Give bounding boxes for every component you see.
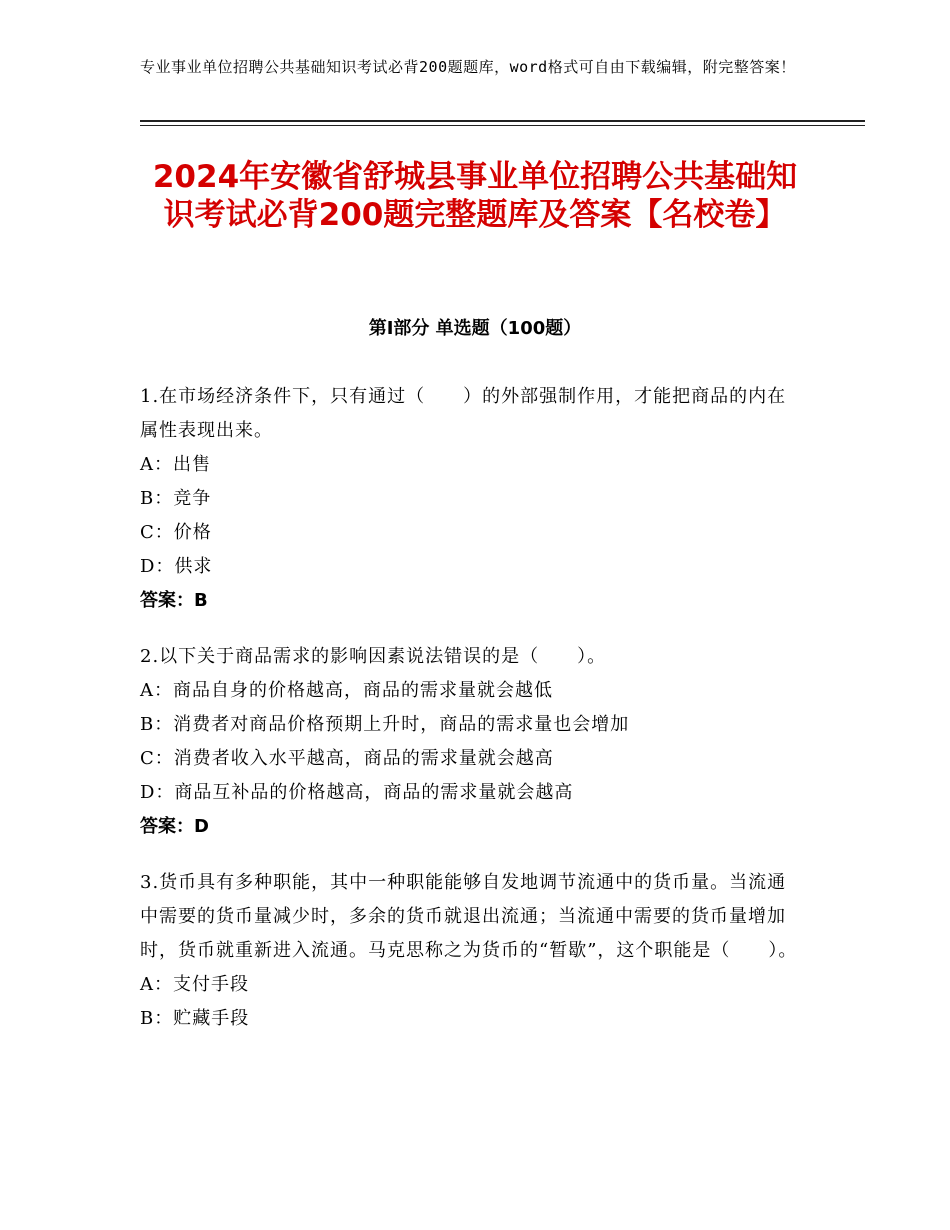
question-stem: 3.货币具有多种职能，其中一种职能能够自发地调节流通中的货币量。当流通中需要的货币量减少时，多余的货币就退出流通；当流通中需要的货币量增加时，货币就重新进入流通。马克思称之为货币的“暂歇”，这个职能是（ ）。 — [140, 872, 798, 961]
option-b: B：消费者对商品价格预期上升时，商品的需求量也会增加 — [140, 714, 630, 735]
header-note: 专业事业单位招聘公共基础知识考试必背200题题库，word格式可自由下载编辑，附完整答案！ — [140, 58, 796, 76]
question-stem: 2.以下关于商品需求的影响因素说法错误的是（ ）。 — [140, 646, 607, 667]
question-1 — [140, 380, 800, 618]
option-d: D：供求 — [140, 556, 213, 577]
option-d: D：商品互补品的价格越高，商品的需求量就会越高 — [140, 782, 574, 803]
question-3 — [140, 866, 800, 1036]
header-rule-thick — [140, 120, 865, 122]
question-2 — [140, 640, 800, 844]
option-b: B：竞争 — [140, 488, 212, 509]
header-rule-thin — [140, 125, 865, 126]
option-c: C：价格 — [140, 522, 212, 543]
option-a: A：商品自身的价格越高，商品的需求量就会越低 — [140, 680, 553, 701]
answer: 答案：D — [140, 816, 209, 837]
answer: 答案：B — [140, 590, 208, 611]
question-stem: 1.在市场经济条件下，只有通过（ ）的外部强制作用，才能把商品的内在属性表现出来。 — [140, 386, 787, 441]
section-title: 第Ⅰ部分 单选题（100题） — [368, 318, 582, 339]
question-list — [140, 380, 800, 1058]
option-a: A：支付手段 — [140, 974, 249, 995]
document-title: 2024年安徽省舒城县事业单位招聘公共基础知识考试必背200题完整题库及答案【名校卷】 — [152, 159, 798, 233]
option-b: B：贮藏手段 — [140, 1008, 250, 1029]
option-c: C：消费者收入水平越高，商品的需求量就会越高 — [140, 748, 554, 769]
option-a: A：出售 — [140, 454, 211, 475]
